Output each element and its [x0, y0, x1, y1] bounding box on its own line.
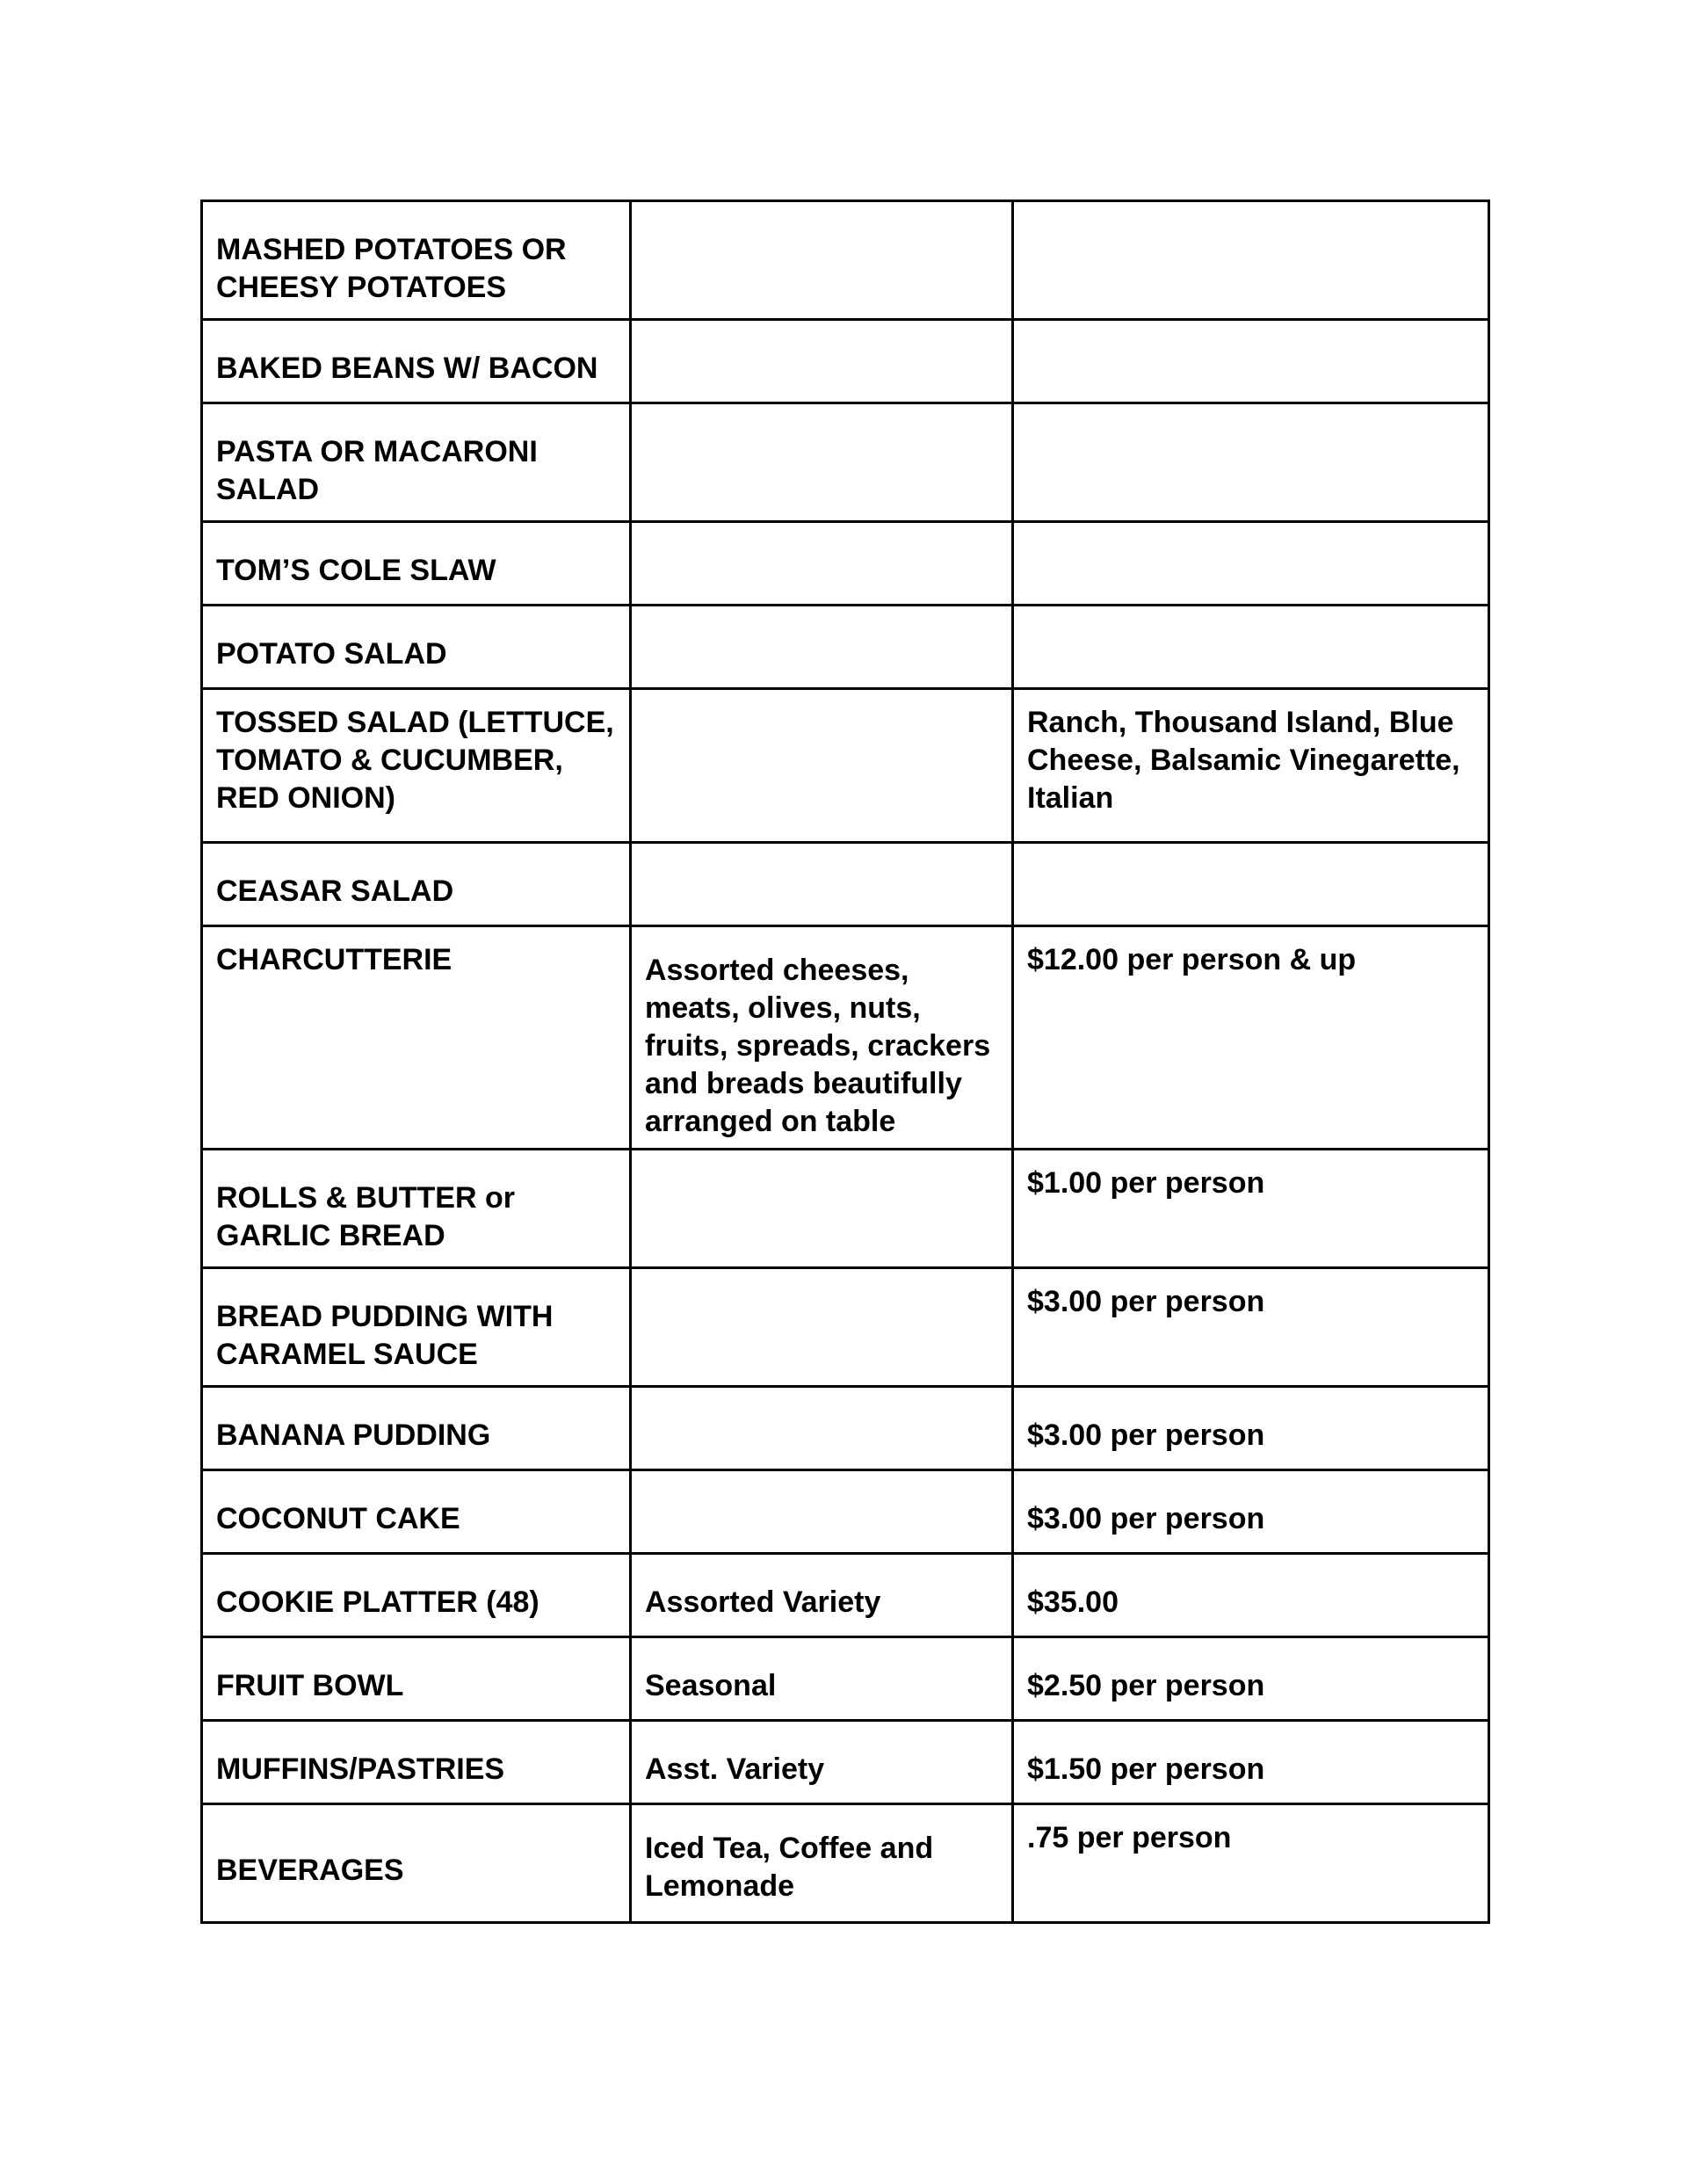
item-cell [202, 1637, 631, 1721]
item-price: $1.50 per person [1027, 1752, 1265, 1786]
price-cell [1013, 403, 1489, 522]
item-cell [202, 926, 631, 1150]
description-cell [631, 522, 1013, 606]
item-cell [202, 1387, 631, 1470]
item-name: ROLLS & BUTTER or GARLIC BREAD [216, 1181, 515, 1252]
item-name: TOM’S COLE SLAW [216, 554, 496, 587]
item-price: $35.00 [1027, 1585, 1119, 1619]
item-cell [202, 1804, 631, 1923]
table-row [202, 1721, 1489, 1804]
price-cell [1013, 1637, 1489, 1721]
description-cell [631, 1470, 1013, 1554]
table-row [202, 1554, 1489, 1637]
item-price: $3.00 per person [1027, 1419, 1265, 1452]
item-price: $3.00 per person [1027, 1285, 1265, 1318]
table-row [202, 522, 1489, 606]
item-cell [202, 1150, 631, 1268]
price-cell [1013, 1554, 1489, 1637]
table-row [202, 1470, 1489, 1554]
table-row [202, 1268, 1489, 1387]
item-name: BEVERAGES [216, 1854, 404, 1887]
price-cell [1013, 689, 1489, 843]
price-cell [1013, 1150, 1489, 1268]
item-cell [202, 1721, 631, 1804]
item-description: Assorted cheeses, meats, olives, nuts, fruits, spreads, crackers and breads beautifully arranged on table [645, 954, 991, 1138]
description-cell [631, 1721, 1013, 1804]
item-cell [202, 403, 631, 522]
table-row [202, 201, 1489, 320]
price-cell [1013, 926, 1489, 1150]
item-name: MASHED POTATOES OR CHEESY POTATOES [216, 233, 567, 304]
item-cell [202, 320, 631, 403]
description-cell [631, 403, 1013, 522]
price-cell [1013, 320, 1489, 403]
table-row [202, 1150, 1489, 1268]
item-price: $12.00 per person & up [1027, 943, 1357, 976]
item-name: BANANA PUDDING [216, 1419, 491, 1452]
item-cell [202, 522, 631, 606]
item-price: .75 per person [1027, 1821, 1232, 1854]
item-price: $1.00 per person [1027, 1166, 1265, 1200]
table-row [202, 606, 1489, 689]
price-cell [1013, 522, 1489, 606]
item-cell [202, 1268, 631, 1387]
description-cell [631, 843, 1013, 926]
item-name: TOSSED SALAD (LETTUCE, TOMATO & CUCUMBER, RED ONION) [216, 706, 614, 815]
menu-table [200, 200, 1490, 1924]
item-description: Assorted Variety [645, 1585, 881, 1619]
item-name: FRUIT BOWL [216, 1669, 404, 1702]
price-cell [1013, 1804, 1489, 1923]
price-cell [1013, 606, 1489, 689]
price-cell [1013, 1268, 1489, 1387]
item-name: BAKED BEANS W/ BACON [216, 352, 598, 385]
price-cell [1013, 1387, 1489, 1470]
description-cell [631, 1804, 1013, 1923]
item-name: PASTA OR MACARONI SALAD [216, 435, 538, 506]
table-row [202, 1804, 1489, 1923]
item-name: POTATO SALAD [216, 637, 447, 671]
table-row [202, 403, 1489, 522]
table-row [202, 1387, 1489, 1470]
table-row [202, 1637, 1489, 1721]
description-cell [631, 201, 1013, 320]
table-row [202, 689, 1489, 843]
item-name: MUFFINS/PASTRIES [216, 1752, 505, 1786]
description-cell [631, 1150, 1013, 1268]
item-cell [202, 1554, 631, 1637]
table-row [202, 926, 1489, 1150]
item-name: BREAD PUDDING WITH CARAMEL SAUCE [216, 1300, 554, 1371]
description-cell [631, 1554, 1013, 1637]
item-name: CHARCUTTERIE [216, 943, 453, 976]
table-row [202, 320, 1489, 403]
table-row [202, 843, 1489, 926]
description-cell [631, 926, 1013, 1150]
item-price: $3.00 per person [1027, 1502, 1265, 1535]
item-cell [202, 606, 631, 689]
description-cell [631, 606, 1013, 689]
item-cell [202, 689, 631, 843]
price-cell [1013, 843, 1489, 926]
item-name: COCONUT CAKE [216, 1502, 460, 1535]
item-name: CEASAR SALAD [216, 874, 454, 908]
description-cell [631, 1268, 1013, 1387]
price-cell [1013, 1721, 1489, 1804]
item-description: Iced Tea, Coffee and Lemonade [645, 1832, 934, 1903]
price-cell [1013, 201, 1489, 320]
price-cell [1013, 1470, 1489, 1554]
description-cell [631, 320, 1013, 403]
item-description: Asst. Variety [645, 1752, 825, 1786]
item-name: COOKIE PLATTER (48) [216, 1585, 539, 1619]
item-price: Ranch, Thousand Island, Blue Cheese, Balsamic Vinegarette, Italian [1027, 706, 1460, 815]
description-cell [631, 1387, 1013, 1470]
description-cell [631, 689, 1013, 843]
item-cell [202, 1470, 631, 1554]
item-cell [202, 843, 631, 926]
description-cell [631, 1637, 1013, 1721]
item-description: Seasonal [645, 1669, 777, 1702]
item-cell [202, 201, 631, 320]
item-price: $2.50 per person [1027, 1669, 1265, 1702]
